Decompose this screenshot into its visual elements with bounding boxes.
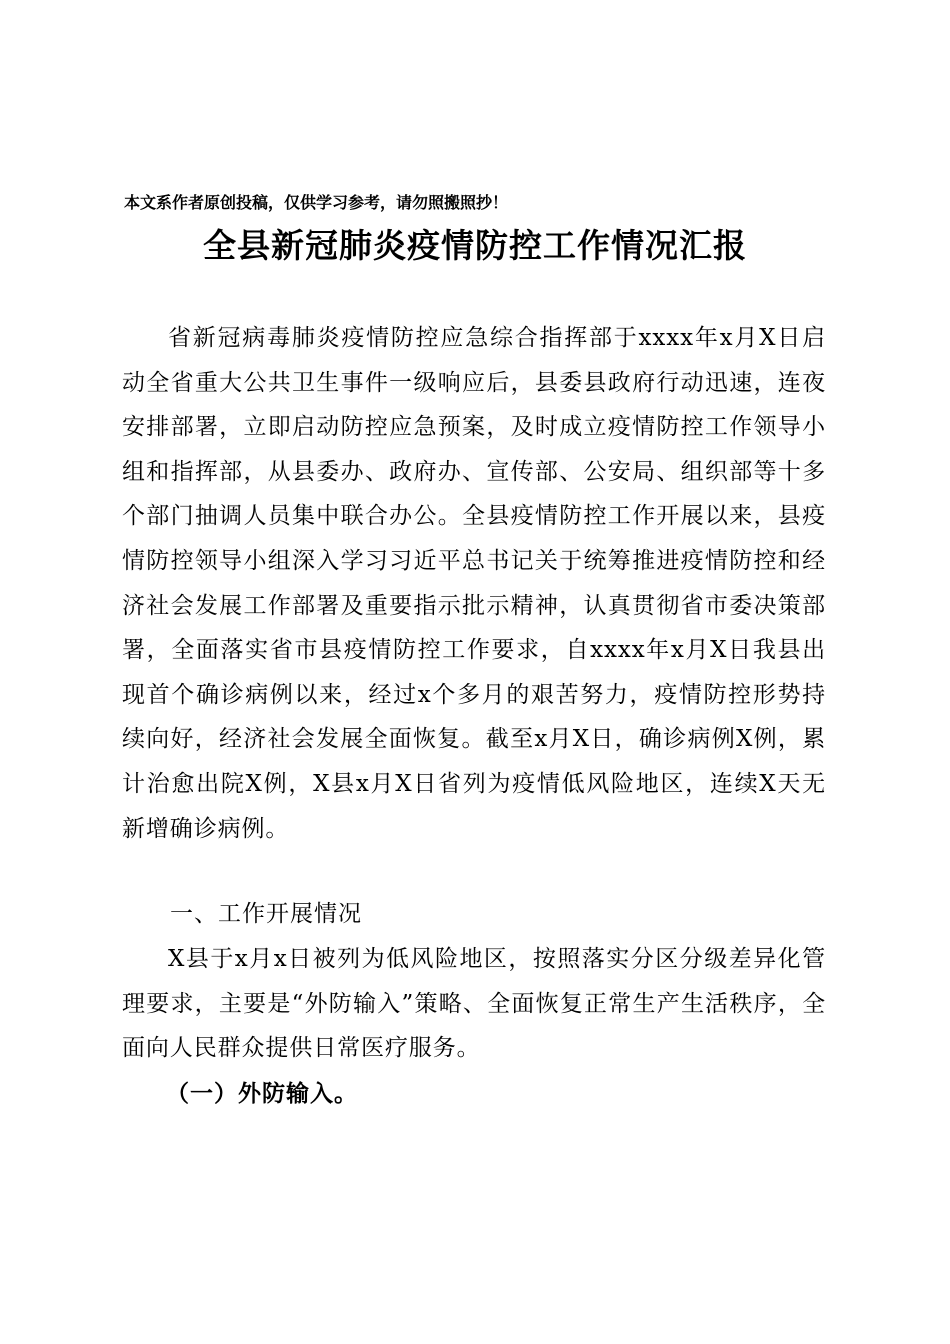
subsection-heading: （一）外防输入。 (166, 1081, 358, 1107)
copyright-notice: 本文系作者原创投稿，仅供学习参考，请勿照搬照抄！ (124, 193, 509, 212)
page-title: 全县新冠肺炎疫情防控工作情况汇报 (203, 226, 747, 265)
intro-paragraph: 省新冠病毒肺炎疫情防控应急综合指挥部于xxxx年x月X日启动全省重大公共卫生事件一级响应后，县委县政府行动迅速，连夜安排部署，立即启动防控应急预案，及时成立疫情防控工作领导小组和指挥部，从县委办、政府办、宣传部、公安局、组织部等十多个部门抽调人员集中联合办公。全县疫情防控工作开展以来，县疫情防控领导小组深入学习习近平总书记关于统筹推进疫情防控和经济社会发展工作部署及重要指示批示精神，认真贯彻省市委决策部署，全面落实省市县疫情防控工作要求，自xxxx年x月X日我县出现首个确诊病例以来，经过x个多月的艰苦努力，疫情防控形势持续向好，经济社会发展全面恢复。截至x月X日，确诊病例X例，累计治愈出院X例，X县x月X日省列为疫情低风险地区，连续X天无新增确诊病例。 (122, 325, 826, 842)
section-paragraph: X县于x月x日被列为低风险地区，按照落实分区分级差异化管理要求，主要是“外防输入”策略、全面恢复正常生产生活秩序，全面向人民群众提供日常医疗服务。 (122, 946, 826, 1062)
section-heading: 一、工作开展情况 (170, 901, 362, 927)
